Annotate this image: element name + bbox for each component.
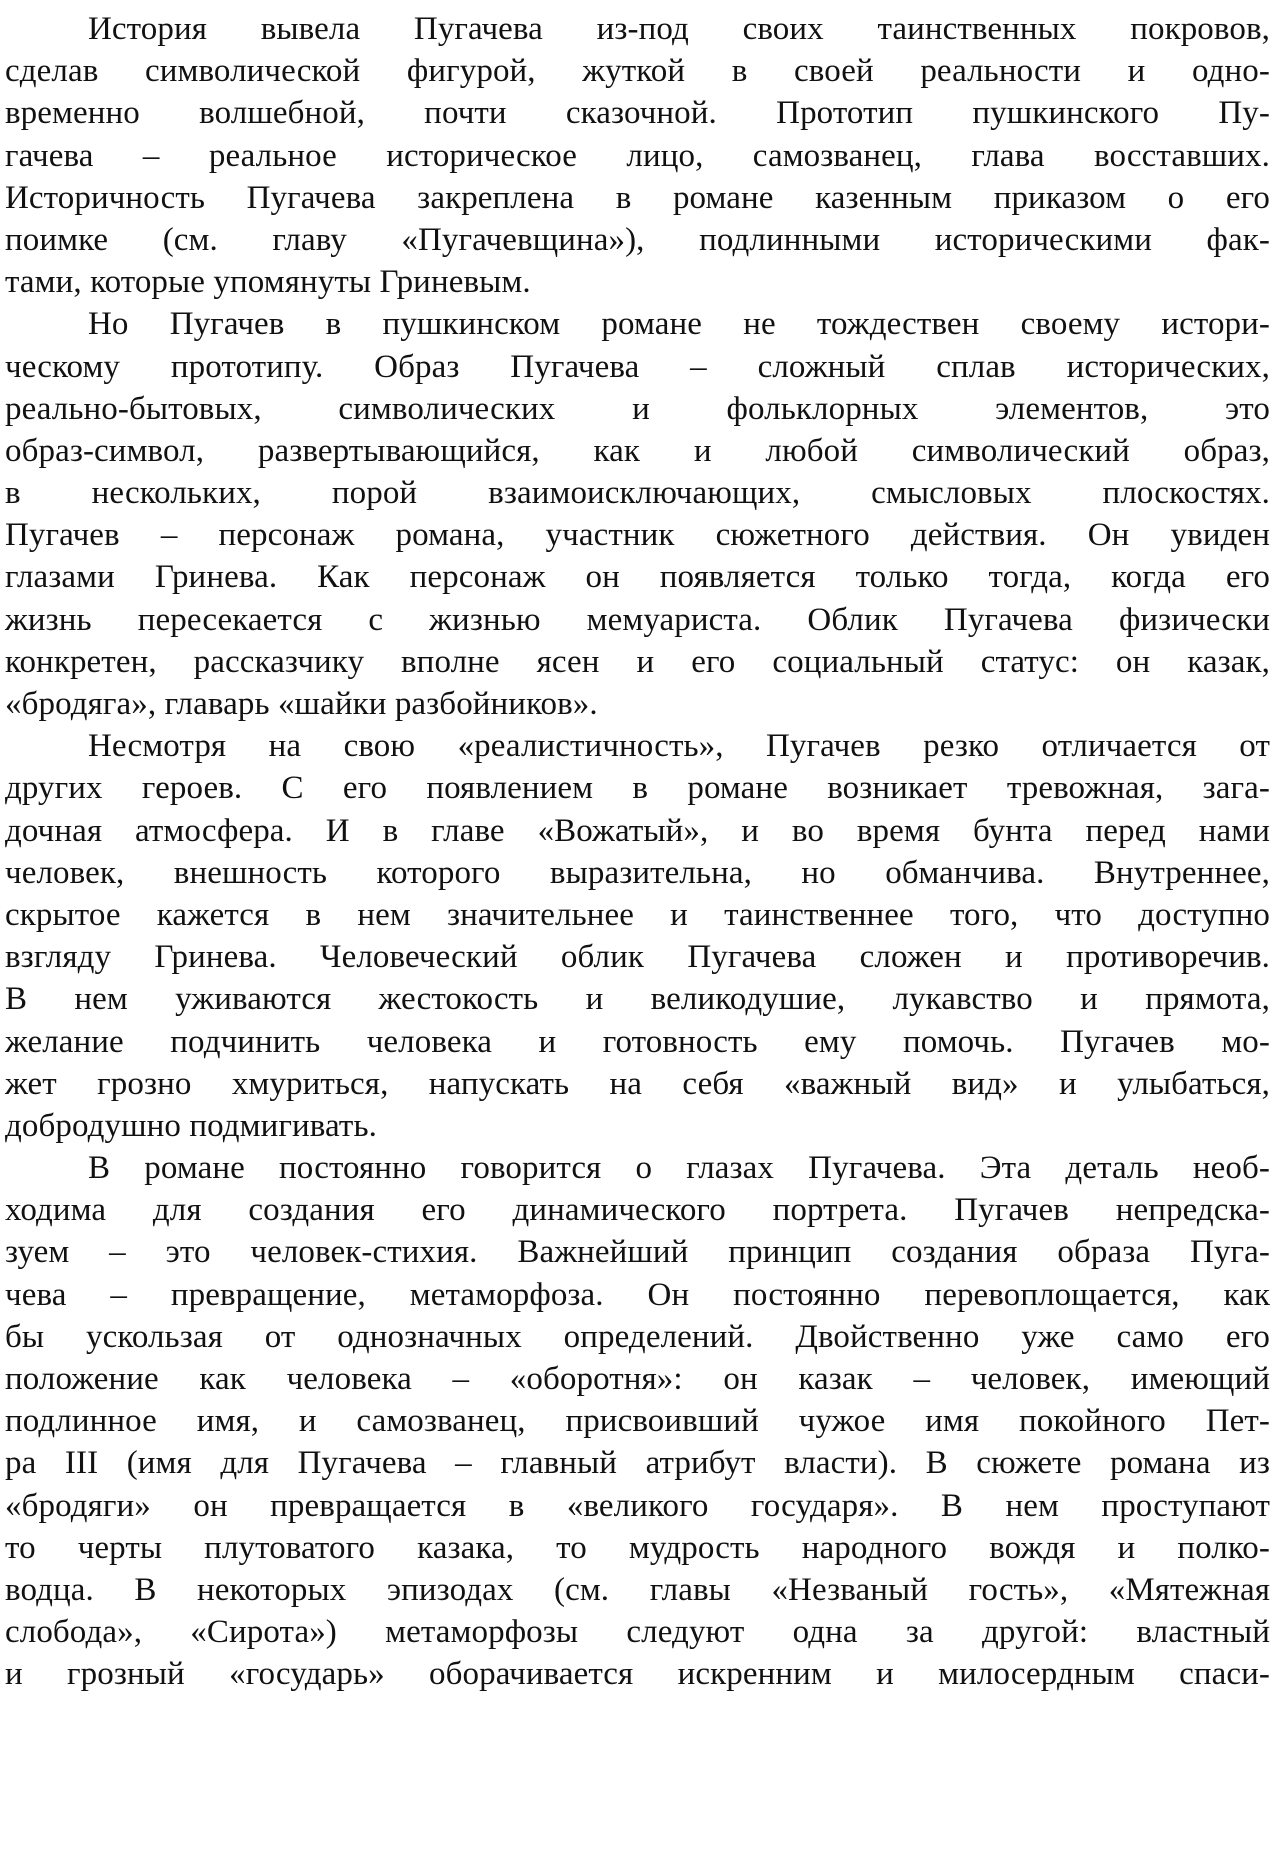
text-line: тами, которые упомянуты Гриневым. xyxy=(5,264,531,301)
paragraph xyxy=(0,8,1272,303)
text-line: желание подчинить человека и готовность ему помочь. Пугачев мо- xyxy=(5,1023,1270,1060)
text-line: жет грозно хмуриться, напускать на себя «важный вид» и улыбаться, xyxy=(5,1065,1270,1102)
text-line: взгляду Гринева. Человеческий облик Пугачева сложен и противоречив. xyxy=(5,939,1270,976)
text-line: чева – превращение, метаморфоза. Он постоянно перевоплощается, как xyxy=(5,1276,1270,1313)
text-line: зуем – это человек-стихия. Важнейший принцип создания образа Пуга- xyxy=(5,1234,1270,1271)
text-line: скрытое кажется в нем значительнее и таинственнее того, что доступно xyxy=(5,896,1270,933)
text-line: и грозный «государь» оборачивается искренним и милосердным спаси- xyxy=(5,1656,1270,1693)
text-line: гачева – реальное историческое лицо, самозванец, глава восставших. xyxy=(5,137,1270,174)
text-line: человек, внешность которого выразительна, но обманчива. Внутреннее, xyxy=(5,854,1270,891)
text-line: бы ускользая от однозначных определений. Двойственно уже само его xyxy=(5,1318,1270,1355)
text-line: временно волшебной, почти сказочной. Прототип пушкинского Пу- xyxy=(5,95,1270,132)
text-line: то черты плутоватого казака, то мудрость народного вождя и полко- xyxy=(5,1529,1270,1566)
text-line: положение как человека – «оборотня»: он казак – человек, имеющий xyxy=(5,1361,1270,1397)
text-line: добродушно подмигивать. xyxy=(5,1107,377,1144)
text-line: поимке (см. главу «Пугачевщина»), подлинными историческими фак- xyxy=(5,221,1270,258)
text-line: жизнь пересекается с жизнью мемуариста. Облик Пугачева физически xyxy=(5,601,1270,638)
text-line: в нескольких, порой взаимоисключающих, смысловых плоскостях. xyxy=(5,475,1270,512)
text-line: глазами Гринева. Как персонаж он появляется только тогда, когда его xyxy=(5,559,1270,596)
text-line: реально-бытовых, символических и фольклорных элементов, это xyxy=(5,390,1270,427)
text-line: Пугачев – персонаж романа, участник сюжетного действия. Он увиден xyxy=(5,517,1270,554)
text-line: История вывела Пугачева из-под своих таинственных покровов, xyxy=(88,11,1270,47)
text-line: В нем уживаются жестокость и великодушие, лукавство и прямота, xyxy=(5,981,1270,1018)
paragraph xyxy=(0,303,1272,725)
text-line: дочная атмосфера. И в главе «Вожатый», и во время бунта перед нами xyxy=(5,812,1270,849)
text-line: ходима для создания его динамического портрета. Пугачев непредска- xyxy=(5,1192,1270,1229)
paragraph xyxy=(0,1147,1272,1695)
text-line: Историчность Пугачева закреплена в романе казенным приказом о его xyxy=(5,179,1270,216)
text-line: Но Пугачев в пушкинском романе не тождествен своему истори- xyxy=(88,306,1270,343)
text-line: слобода», «Сирота») метаморфозы следуют одна за другой: властный xyxy=(5,1614,1270,1651)
text-line: сделав символической фигурой, жуткой в своей реальности и одно- xyxy=(5,53,1270,90)
text-line: «бродяга», главарь «шайки разбойников». xyxy=(5,686,598,722)
text-line: Несмотря на свою «реалистичность», Пугачев резко отличается от xyxy=(88,728,1270,765)
text-line: других героев. С его появлением в романе возникает тревожная, зага- xyxy=(5,770,1270,807)
text-line: образ-символ, развертывающийся, как и любой символический образ, xyxy=(5,432,1270,469)
text-line: «бродяги» он превращается в «великого государя». В нем проступают xyxy=(5,1487,1270,1524)
text-line: ра III (имя для Пугачева – главный атрибут власти). В сюжете романа из xyxy=(5,1445,1270,1482)
text-line: водца. В некоторых эпизодах (см. главы «Незваный гость», «Мятежная xyxy=(5,1571,1270,1608)
paragraph xyxy=(0,725,1272,1147)
text-line: В романе постоянно говорится о глазах Пугачева. Эта деталь необ- xyxy=(88,1150,1270,1187)
text-line: конкретен, рассказчику вполне ясен и его социальный статус: он казак, xyxy=(5,643,1270,680)
text-line: подлинное имя, и самозванец, присвоивший чужое имя покойного Пет- xyxy=(5,1403,1270,1440)
text-line: ческому прототипу. Образ Пугачева – сложный сплав исторических, xyxy=(5,348,1270,385)
